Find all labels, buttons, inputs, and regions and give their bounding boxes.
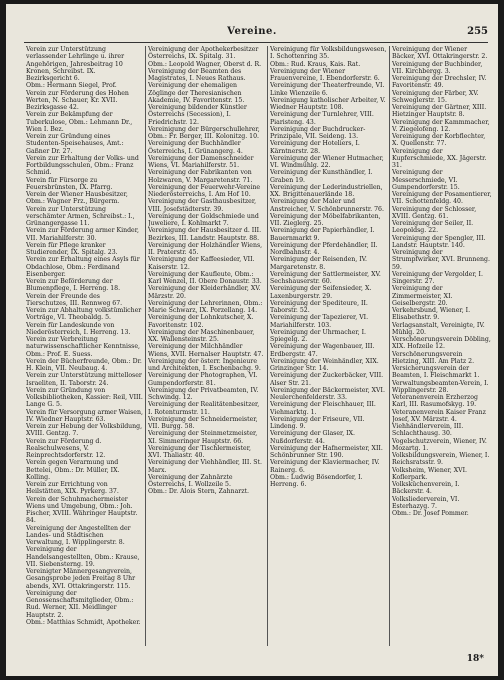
directory-entry: Viehhändlerverein, III. Schlachthausg. 30. <box>392 423 464 438</box>
directory-entry: Vereinigung der Handelsangestellten, Obm.: Krause, VII. Siebensterng. 19. <box>26 546 140 568</box>
directory-entry: Vereinigung der Wiener Frauenvereine, I. Ebendorferstr. 6. <box>270 67 380 82</box>
directory-entry: Verein zur Förderung des Hohen Werten, N. Schauer, Kr. XVII. Bezirksgasse 42. <box>26 89 129 111</box>
directory-entry: Verein zur Hebung der Volksbildung, XVIII. Gentzg. 7. <box>26 423 143 438</box>
directory-entry: Vereinigung der Kaufleute, Obm.: Karl Wenzel, II. Obere Donaustr. 33. <box>148 270 262 285</box>
directory-entry: Vereinigung der Hausbesitzer d. III. Bezirkes, III. Landstr. Hauptstr. 88. <box>148 227 262 242</box>
directory-entry: Vereinigung der Zimmermeister, XI. Geiselbergstr. 20. <box>392 285 453 307</box>
directory-entry: Verein für Fürsorge zu Feuersbrünsten, IX. Pfarrg. <box>26 176 113 191</box>
page-number: 255 <box>467 26 488 37</box>
directory-entry: Verein zur Bekämpfung der Tuberkulose, Obm.: Lehmann Dr., Wien I. Bez. <box>26 111 133 133</box>
directory-entry: Vereinigung der Buchhändler Österreichs, I. Grünangerg. 4. <box>148 140 243 155</box>
directory-entry: Vereinigung der Lohnkutscher, X. Favoritenstr. 102. <box>148 314 254 329</box>
directory-entry: Vereinigung der Pferdehändler, II. Nordbahnstr. 4. <box>270 241 378 256</box>
column-divider <box>267 46 268 646</box>
directory-entry: Vereinigung der Kunsthändler, I. Graben 19. <box>270 169 373 184</box>
directory-entry: Vereinigung der Weinhändler, XIX. Grinzinger Str. 14. <box>270 357 379 372</box>
directory-entry: Vereinigung der Buchbinder, VII. Kirchbergg. 3. <box>392 60 483 75</box>
text-column-3 <box>270 46 387 646</box>
directory-entry: Vereinigung der Hoteliers, I. Kärntnerstr. 28. <box>270 140 360 155</box>
directory-entry: Vereinigung der Wiener Hutmacher, VI. Windmühlg. 22. <box>270 154 384 169</box>
directory-entry: Vereinigung der Bäckermeister, XVI. Neulerchenfelderstr. 33. <box>270 386 385 401</box>
directory-entry: Vereinigung der Kaffeesieder, VII. Kaiserstr. 12. <box>148 256 255 271</box>
directory-entry: Vereinigung der Wiener Bäcker, XVI. Ottakringerstr. 2. <box>392 46 488 61</box>
directory-entry: Vereinigung der Damenschneider Wiens, VI. Mariahilferstr. 51. <box>148 154 254 169</box>
directory-entry: Verein zur Unterstützung verlassender Lehrlinge u. ihrer Angehörigen, Jahresbeitrag 10 Kronen, Schreibst. IX. Bezirksgericht 6. <box>26 46 125 82</box>
directory-entry: Verein zur Förderung d. Realschulwesens, V. Reinprechtsdorferstr. 12. <box>26 437 106 459</box>
directory-entry: Vereinigung der Lederindustriellen, XX. Brigittenauerlände 18. <box>270 183 383 198</box>
directory-entry: Vereinigung der Spediteure, II. Taborstr. 52. <box>270 299 368 314</box>
text-column-1 <box>26 46 143 646</box>
directory-entry: Volksküchenverein, I. Bäckerstr. 4. <box>392 481 460 496</box>
directory-entry: Vereinigung der Uhrmacher, I. Spiegelg. 2. <box>270 328 366 343</box>
directory-entry: Obm.: Ludwig Bösendorfer, I. Herreng. 6. <box>270 473 363 488</box>
directory-entry: Verlagsanstalt, Vereinigte, IV. Mühlg. 20. <box>392 321 485 336</box>
directory-entry: Vereinigung der Theaterfreunde, VI. Linke Wienzeile 6. <box>270 82 385 97</box>
directory-entry: Obm.: Leopold Wagner, Oberst d. R. <box>148 60 262 68</box>
directory-entry: Obm.: Matthias Schmidt, Apotheker. <box>26 618 141 626</box>
directory-entry: Verein zur Gründung eines Studenten-Speisehauses, Amt.: Gaßner Dr. 27. <box>26 133 124 155</box>
directory-entry: Vereinigung der Glaser, IX. Nußdorferstr. 44. <box>270 430 356 445</box>
directory-entry: Veteranenverein Kaiser Franz Josef, XV. Märzstr. 4. <box>392 408 486 423</box>
directory-entry: Verein der Wiener Hausbesitzer, Obm.: Wagner Frz., Bürgerm. <box>26 191 128 206</box>
directory-entry: Vereinigung der Wagenbauer, III. Erdbergstr. 47. <box>270 343 375 358</box>
directory-entry: Vereinigung der Seiler, II. Leopoldsg. 22. <box>392 220 474 235</box>
directory-page <box>6 4 498 676</box>
directory-entry: Vereinigung der Angestellten der Landes- und Städtischen Verwaltung, I. Wipplingerstr. 8. <box>26 524 131 546</box>
directory-entry: Vereinigung der Zuckerbäcker, VIII. Alser Str. 21. <box>270 372 384 387</box>
directory-entry: Vereinigung der Kleiderhändler, XV. Märzstr. 20. <box>148 285 261 300</box>
directory-entry: Verein der Bücherfreunde, Obm.: Dr. H. Klein, VII. Neubaug. 4. <box>26 357 142 372</box>
directory-entry: Obm.: Hermann Siegel, Prof. <box>26 82 117 90</box>
directory-entry: Vereinigung der Kammmacher, V. Ziegelofeng. 12. <box>392 118 490 133</box>
directory-entry: Obm.: Dr. Alois Stern, Zahnarzt. <box>148 488 249 496</box>
directory-entry: Vereinigung der ehemaligen Zöglinge der Theresianischen Akademie, IV. Favoritenstr. 15. <box>148 82 245 104</box>
directory-entry: Vereinigung der Apothekerbesitzer Österreichs, IX. Spitalg. 31. <box>148 46 259 61</box>
directory-entry: Vereinigung der Viehhändler, III. St. Marx. <box>148 459 262 474</box>
directory-entry: Vereinigung der Gärtner, XIII. Hietzinger Hauptstr. 8. <box>392 104 487 119</box>
directory-entry: Vereinigung der Realitätenbesitzer, I. Rotenturmstr. 11. <box>148 401 260 416</box>
directory-entry: Veteranenverein Erzherzog Karl, III. Rasumofskyg. 19. <box>392 394 478 409</box>
directory-entry: Verein zur Abhaltung volkstümlicher Vorträge, VI. Theobaldg. 5. <box>26 307 142 322</box>
directory-entry: Vereinigter Männergesangverein, Gesangsprobe jeden Freitag 8 Uhr abends, XVI. Ottakringerstr. 115. <box>26 568 136 590</box>
directory-entry: Vereinigung der Beamten des Magistrates, I. Neues Rathaus. <box>148 67 246 82</box>
directory-entry: Volksbildungsverein, Wiener, I. Reichsratsstr. 9. <box>392 452 490 467</box>
directory-entry: Vereinigung der Schlosser, XVIII. Gentzg. 61. <box>392 205 477 220</box>
page-header <box>6 26 498 40</box>
directory-entry: Vereinigung der Goldschmiede und Juweliere, I. Kohlmarkt 7. <box>148 212 259 227</box>
directory-entry: Verein für Pflege kranker Studierender, IX. Spitalg. 23. <box>26 241 118 256</box>
directory-entry: Vereinigung der Fabrikanten von Holzwaren, V. Margaretenstr. 71. <box>148 169 253 184</box>
directory-entry: Verkehrsbund, Wiener, I. Elisabethstr. 9. <box>392 307 471 322</box>
directory-entry: Vereinigung der Milchhändler Wiens, XVII. Hernalser Hauptstr. 47. <box>148 343 264 358</box>
directory-entry: Vereinigung der Bürgerschullehrer, Obm.: Fr. Berger, III. Kolonitzg. 10. <box>148 125 260 140</box>
directory-entry: Vereinigung bildender Künstler Österreichs (Secession), I. Friedrichstr. 12. <box>148 104 247 126</box>
directory-entry: Verein zur Erhaltung eines Asyls für Obdachlose, Obm.: Ferdinand Eisenberger. <box>26 256 140 278</box>
directory-entry: Verein der Freunde des Tierschutzes, III. Rennweg 67. <box>26 292 123 307</box>
directory-entry: Vereinigung der Sattlermeister, XV. Sechshauserstr. 60. <box>270 270 381 285</box>
directory-entry: Vereinigung der Färber, XV. Schweglerstr. 15. <box>392 89 479 104</box>
directory-entry: Verschönerungsverein Döbling, XIX. Hofzeile 12. <box>392 336 491 351</box>
directory-entry: Vereinigung der Fleischhauer, III. Viehmarktg. 1. <box>270 401 376 416</box>
directory-entry: Verwaltungsbeamten-Verein, I. Wipplingerstr. 28. <box>392 379 489 394</box>
directory-entry: Verein zur Beförderung der Blumenpflege, I. Herreng. 18. <box>26 278 121 293</box>
sheet-signature-mark: 18* <box>466 654 484 664</box>
directory-entry: Verein der Schuhmachermeister Wiens und Umgebung, Obm.: Joh. Fischer, XVIII. Währinger Hauptstr. 84. <box>26 495 138 525</box>
directory-entry: Vereinigung für Volksbildungswesen, I. Schottenring 35. <box>270 46 387 61</box>
directory-entry: Vogelschutzverein, Wiener, IV. Mozartg. 1. <box>392 437 487 452</box>
directory-entry: Vereinigung der Korbflechter, X. Quellenstr. 77. <box>392 133 486 148</box>
text-column-4 <box>392 46 492 646</box>
directory-entry: Vereinigung der Gasthausbesitzer, VIII. Josefstädterstr. 39. <box>148 198 257 213</box>
directory-entry: Vereinigung der Tapezierer, VI. Mariahilferstr. 103. <box>270 314 369 329</box>
directory-entry: Vereinigung der Strumpfwirker, XVI. Brunneng. 59. <box>392 249 490 271</box>
column-divider <box>389 46 390 646</box>
directory-entry: Verein zur Förderung armer Kinder, VII. Mariahilferstr. 30. <box>26 227 139 242</box>
directory-entry: Verein gegen Verarmung und Bettelei, Obm.: Dr. Müller, IX. Kolling. <box>26 459 120 481</box>
directory-entry: Vereinigung der Vergolder, I. Singerstr. 27. <box>392 270 483 285</box>
directory-entry: Vereinigung der Maler und Anstreicher, V. Schönbrunnerstr. 76. <box>270 198 384 213</box>
directory-entry: Vereinigung der Buchdrucker-Prinzipale, VII. Seideng. 13. <box>270 125 366 140</box>
text-column-2 <box>148 46 265 646</box>
directory-entry: Vereinigung der Zahnärzte Österreichs, I. Wollzeile 5. <box>148 473 233 488</box>
directory-entry: Vereinigung der Seifensieder, X. Laxenburgerstr. 29. <box>270 285 372 300</box>
directory-entry: Vereinigung der Möbelfabrikanten, VII. Zieglerg. 25. <box>270 212 381 227</box>
directory-entry: Vereinigung der Genossenschaftsmitglieder, Obm.: Rud. Werner, XII. Meidlinger Hauptstr. 2. <box>26 589 134 619</box>
directory-entry: Vereinigung der Friseure, VII. Lindeng. 9. <box>270 415 365 430</box>
directory-entry: Vereinigung der Posamentierer, VII. Schottenfeldg. 40. <box>392 191 492 206</box>
directory-entry: Vereinigung der Drechsler, IV. Favoritenstr. 49. <box>392 75 487 90</box>
directory-entry: Vereinigung der Privatbeamten, IV. Schwindg. 12. <box>148 386 259 401</box>
directory-entry: Vereinigung der Reisenden, IV. Margaretenstr. 8. <box>270 256 367 271</box>
directory-entry: Versicherungsverein der Beamten, I. Fleischmarkt 1. <box>392 365 480 380</box>
directory-entry: Vereinigung katholischer Arbeiter, V. Wiedner Hauptstr. 108. <box>270 96 386 111</box>
column-divider <box>145 46 146 646</box>
directory-entry: Verein zur Erhaltung der Volks- und Fortbildungsschulen, Obm.: Franz Schmid. <box>26 154 139 177</box>
directory-entry: Vereinigung der Papierhändler, I. Bauernmarkt 9. <box>270 227 375 242</box>
page-title: Vereine. <box>227 26 277 37</box>
directory-entry: Vereinigung der Tischlermeister, XVI. Thaliastr. 40. <box>148 444 251 459</box>
directory-entry: Vereinigung der Kupferschmiede, XX. Jägerstr. 31. <box>392 147 487 169</box>
directory-entry: Vereinigung der Steinmetzmeister, XI. Simmeringer Hauptstr. 66. <box>148 430 258 445</box>
directory-entry: Vereinigung der Messerschmiede, VI. Gumpendorferstr. 15. <box>392 169 460 191</box>
directory-entry: Volksheim, Wiener, XVI. Koflerpark. <box>392 466 467 481</box>
directory-entry: Vereinigung der Spengler, III. Landstr. Hauptstr. 140. <box>392 234 486 249</box>
directory-entry: Vereinigung der österr. Ingenieure und Architekten, I. Eschenbachg. 9. <box>148 357 261 372</box>
directory-entry: Vereinigung der Klaviermacher, IV. Rainerg. 6. <box>270 459 380 474</box>
header-rule <box>24 42 488 43</box>
directory-entry: Vereinigung der Hafnermeister, XII. Schönbrunner Str. 190. <box>270 444 383 459</box>
directory-entry: Obm.: Rud. Kraus, Kais. Rat. <box>270 60 361 68</box>
directory-entry: Verschönerungsverein Hietzing, XIII. Am Platz 2. <box>392 350 475 365</box>
directory-entry: Verein zur Unterstützung verschämter Armen, Schreibst.: I., Grünangergasse 11. <box>26 205 135 227</box>
directory-entry: Obm.: Dr. Josef Pommer. <box>392 510 469 517</box>
directory-entry: Verein zur Gründung von Volksbibliotheken, Kassier: Reil, VIII. Lange G. 5. <box>26 386 143 409</box>
directory-entry: Vereinigung der Photographen, VI. Gumpendorferstr. 81. <box>148 372 258 387</box>
directory-entry: Verein zur Errichtung von Heilstätten, XIX. Pyrkerg. 37. <box>26 481 119 496</box>
directory-entry: Vereinigung der Schneidermeister, VII. Burgg. 58. <box>148 415 258 430</box>
directory-entry: Vereinigung der Feuerwehr-Vereine Niederösterreichs, I. Am Hof 10. <box>148 183 261 198</box>
directory-entry: Volksliederverein, VI. Esterhazyg. 7. <box>392 495 460 510</box>
directory-entry: Vereinigung der Holzhändler Wiens, II. Praterstr. 45. <box>148 241 263 256</box>
directory-entry: Vereinigung der Maschinenbauer, XX. Wallensteinstr. 25. <box>148 328 255 343</box>
directory-entry: Vereinigung der Lehrerinnen, Obm.: Marie Schwarz, IX. Porzellang. 14. <box>148 299 263 314</box>
directory-entry: Verein zur Verbreitung naturwissenschaftlicher Kenntnisse, Obm.: Prof. E. Suess. <box>26 336 140 358</box>
directory-entry: Verein zur Unterstützung mittelloser Israeliten, II. Taborstr. 24. <box>26 372 142 387</box>
directory-entry: Verein für Versorgung armer Waisen, IV. Wiedner Hauptstr. 63. <box>26 408 143 423</box>
directory-entry: Verein für Landeskunde von Niederösterreich, I. Herreng. 13. <box>26 321 131 336</box>
directory-entry: Vereinigung der Turnlehrer, VIII. Piaristeng. 43. <box>270 111 374 126</box>
